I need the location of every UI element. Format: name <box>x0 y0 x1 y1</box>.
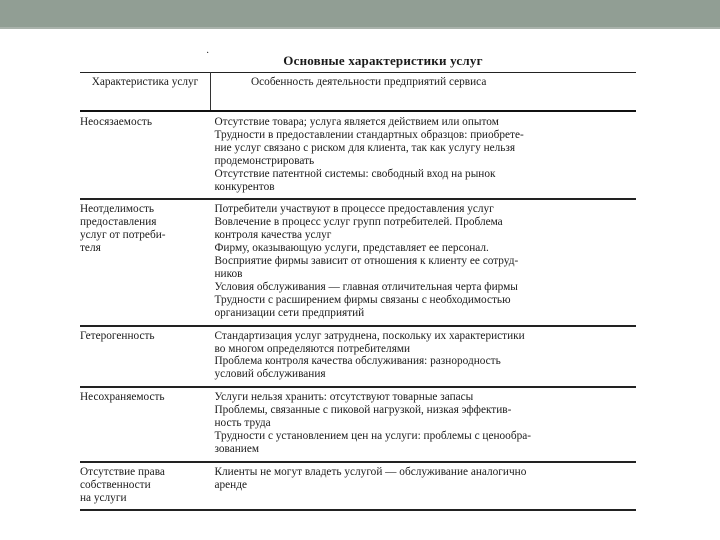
feature-text: продемонстрировать <box>214 154 315 167</box>
characteristic-cell <box>80 111 211 199</box>
feature-text: условий обслуживания <box>214 368 326 381</box>
table-row <box>80 199 636 325</box>
features-cell <box>211 462 637 511</box>
table-header-row <box>80 73 636 112</box>
characteristic-cell <box>80 326 211 388</box>
feature-text: конкурентов <box>214 180 275 193</box>
characteristic-text: услуг от потреби- <box>80 229 166 242</box>
feature-text: Условия обслуживания — главная отличительная черта фирмы <box>214 280 518 293</box>
document-title: Основные характеристики услуг <box>283 53 483 68</box>
characteristic-text: предоставления <box>80 216 157 229</box>
feature-text: аренде <box>214 478 247 491</box>
feature-text: Клиенты не могут владеть услугой — обслуживание аналогично <box>214 465 527 478</box>
feature-text: во многом определяются потребителями <box>214 342 411 355</box>
feature-text: Проблема контроля качества обслуживания: разнородность <box>214 355 501 368</box>
feature-text: ность труда <box>214 417 271 430</box>
characteristic-text: на услуги <box>80 491 127 504</box>
feature-text: Отсутствие патентной системы: свободный вход на рынок <box>214 167 496 180</box>
characteristic-text: Неосязаемость <box>80 116 152 128</box>
feature-text: Восприятие фирмы зависит от отношения к клиенту ее сотруд- <box>214 255 519 268</box>
feature-text: организации сети предприятий <box>214 306 365 319</box>
table-row <box>80 111 636 199</box>
feature-text: Услуги нельзя хранить: отсутствуют товарные запасы <box>214 391 474 404</box>
feature-text: зованием <box>214 442 259 455</box>
feature-text: Отсутствие товара; услуга является действием или опытом <box>214 116 499 128</box>
feature-text: Вовлечение в процесс услуг групп потребителей. Проблема <box>214 216 503 229</box>
characteristic-cell <box>80 199 211 325</box>
table-row <box>80 462 636 511</box>
column-header-features: Особенность деятельности предприятий сервиса <box>251 76 487 88</box>
table-body <box>80 111 636 510</box>
feature-text: контроля качества услуг <box>214 229 332 242</box>
characteristic-text: Неотделимость <box>80 203 155 216</box>
features-cell <box>211 387 637 462</box>
characteristics-table <box>80 72 636 511</box>
characteristic-cell <box>80 462 211 511</box>
scan-mark: · <box>206 48 210 59</box>
feature-text: Проблемы, связанные с пиковой нагрузкой, низкая эффектив- <box>214 404 512 417</box>
characteristic-text: Отсутствие права <box>80 465 165 478</box>
feature-text: Трудности в предоставлении стандартных образцов: приобрете- <box>214 128 524 141</box>
feature-text: Трудности с расширением фирмы связаны с необходимостью <box>214 293 511 306</box>
characteristic-text: собственности <box>80 478 151 491</box>
feature-text: ние услуг связано с риском для клиента, так как услугу нельзя <box>214 141 516 154</box>
table-row <box>80 387 636 462</box>
feature-text: Трудности с установлением цен на услуги: проблемы с ценообра- <box>214 429 531 442</box>
feature-text: Фирму, оказывающую услуги, представляет ее персонал. <box>214 242 489 255</box>
slide-header-bar <box>0 0 720 29</box>
features-cell <box>211 111 637 199</box>
characteristic-text: теля <box>80 242 101 255</box>
table-row <box>80 326 636 388</box>
feature-text: Потребители участвуют в процессе предоставления услуг <box>214 203 494 216</box>
feature-text: ников <box>214 267 243 280</box>
scanned-document <box>80 48 636 511</box>
column-header-characteristic: Характеристика услуг <box>80 73 211 112</box>
feature-text: Стандартизация услуг затруднена, поскольку их характеристики <box>214 329 525 342</box>
characteristic-text: Несохраняемость <box>80 391 165 404</box>
characteristic-text: Гетерогенность <box>80 329 155 342</box>
characteristic-cell <box>80 387 211 462</box>
features-cell <box>211 326 637 388</box>
features-cell <box>211 199 637 325</box>
